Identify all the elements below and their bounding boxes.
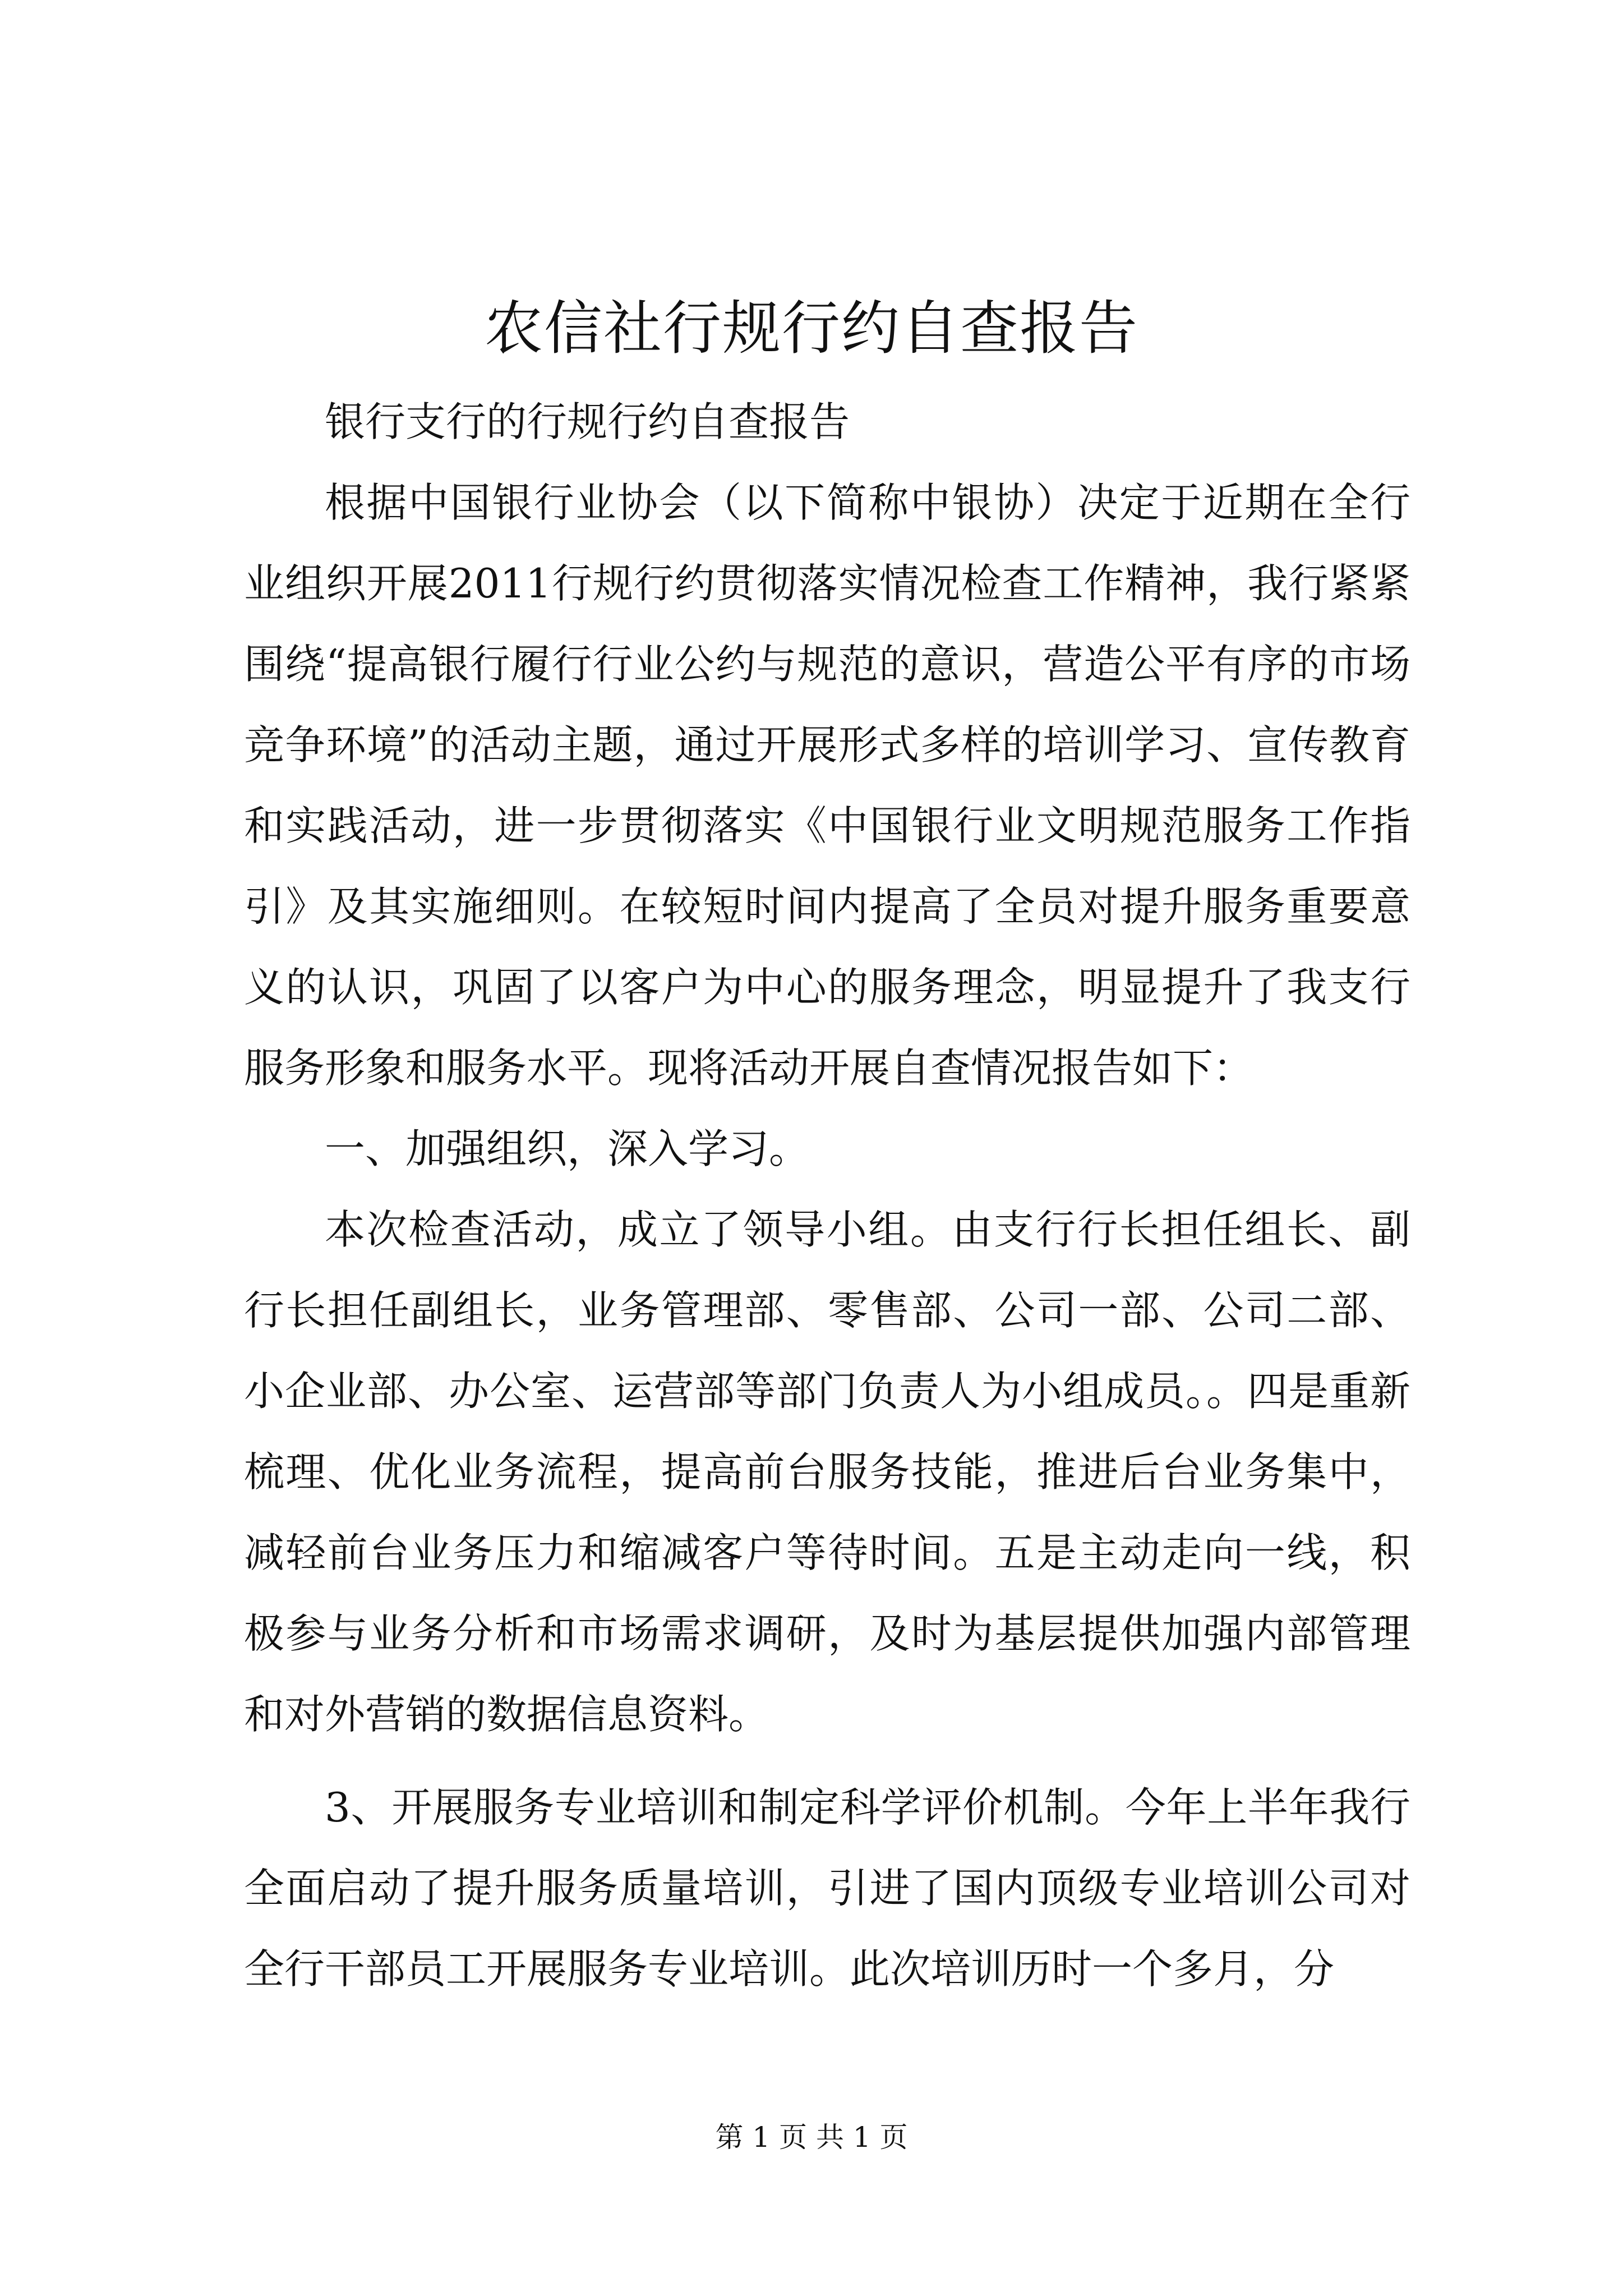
document-title: 农信社行规行约自查报告 — [484, 294, 1138, 362]
intro-paragraph: 根据中国银行业协会（以下简称中银协）决定于近期在全行业组织开展2011行规行约贯彻落实情况检查工作精神，我行紧紧围绕“提高银行履行行业公约与规范的意识，营造公平有序的市场竞争环境”的活动主题，通过开展形式多样的培训学习、宣传教育和实践活动，进一步贯彻落实《中国银行业文明规范服务工作指引》及其实施细则。在较短时间内提高了全员对提升服务重要意义的认识，巩固了以客户为中心的服务理念，明显提升了我支行服务形象和服务水平。现将活动开展自查情况报告如下： — [244, 479, 1410, 1092]
training-paragraph: 3、开展服务专业培训和制定科学评价机制。今年上半年我行全面启动了提升服务质量培训，引进了国内顶级专业培训公司对全行干部员工开展服务专业培训。此次培训历时一个多月，分 — [244, 1784, 1410, 1993]
page-number-footer: 第 1 页 共 1 页 — [715, 2121, 908, 2154]
section-heading-1: 一、加强组织，深入学习。 — [325, 1125, 810, 1172]
document-body — [244, 381, 1410, 2009]
organization-paragraph: 本次检查活动，成立了领导小组。由支行行长担任组长、副行长担任副组长，业务管理部、零售部、公司一部、公司二部、小企业部、办公室、运营部等部门负责人为小组成员。。四是重新梳理、优化业务流程，提高前台服务技能，推进后台业务集中，减轻前台业务压力和缩减客户等待时间。五是主动走向一线，积极参与业务分析和市场需求调研，及时为基层提供加强内部管理和对外营销的数据信息资料。 — [244, 1206, 1410, 1738]
subtitle-paragraph: 银行支行的行规行约自查报告 — [325, 398, 850, 445]
